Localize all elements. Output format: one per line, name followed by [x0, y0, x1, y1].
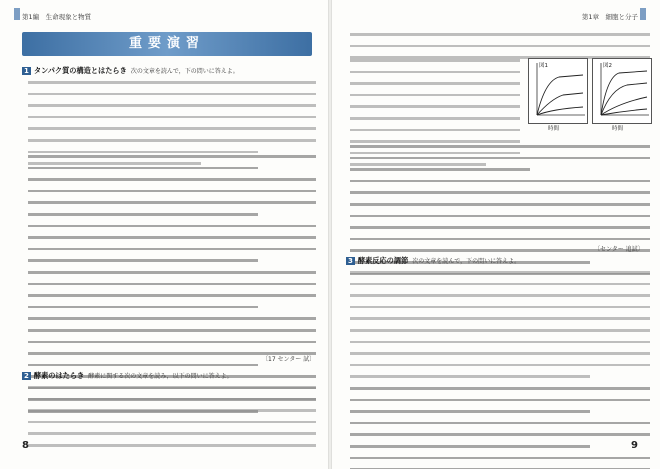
question-1-instruction: 次の文章を読んで，下の問いに答えよ。	[130, 68, 239, 75]
figure-1-plot	[529, 59, 587, 123]
right-running-bar	[640, 8, 646, 20]
question-3-heading	[346, 256, 520, 266]
section-banner	[22, 32, 312, 56]
figure-2-x-axis-label: 時間	[612, 126, 624, 132]
left-running-bar	[14, 8, 20, 20]
figure-1-graph	[528, 58, 588, 124]
question-3-title: 酵素反応の調節	[357, 256, 409, 265]
right-page	[332, 0, 660, 469]
question-2-title: 酵素のはたらき	[33, 371, 85, 380]
question-2-instruction: 酵素に関する次の文章を読み，以下の問いに答えよ。	[88, 373, 233, 380]
left-page	[0, 0, 328, 469]
figure-1-x-axis-label: 時間	[548, 126, 560, 132]
figure-2-graph	[592, 58, 652, 124]
right-page-number: 9	[631, 440, 638, 451]
question-3-passage	[350, 268, 650, 469]
section-banner-title: 重要演習	[128, 36, 205, 51]
figure-1-label: 図1	[539, 63, 548, 69]
right-source: 〔センター 追試〕	[594, 246, 644, 253]
left-page-number: 8	[22, 440, 29, 451]
question-2-heading	[22, 371, 233, 381]
question-1-source: 〔17 センター 試〕	[262, 356, 316, 363]
question-1-heading	[22, 66, 239, 76]
figure-2-plot	[593, 59, 651, 123]
figure-2-label: 図2	[603, 63, 612, 69]
question-2-number: 2	[24, 372, 29, 380]
question-1-title: タンパク質の構造とはたらき	[33, 66, 127, 75]
question-2-passage	[28, 383, 316, 453]
left-running-head: 第1編 生命現象と物質	[22, 13, 92, 21]
right-running-head: 第1章 細胞と分子	[581, 13, 638, 21]
question-3-instruction: 次の文章を読んで，下の問いに答えよ。	[412, 258, 521, 265]
question-3-number: 3	[348, 257, 353, 265]
question-1-number: 1	[24, 67, 29, 75]
